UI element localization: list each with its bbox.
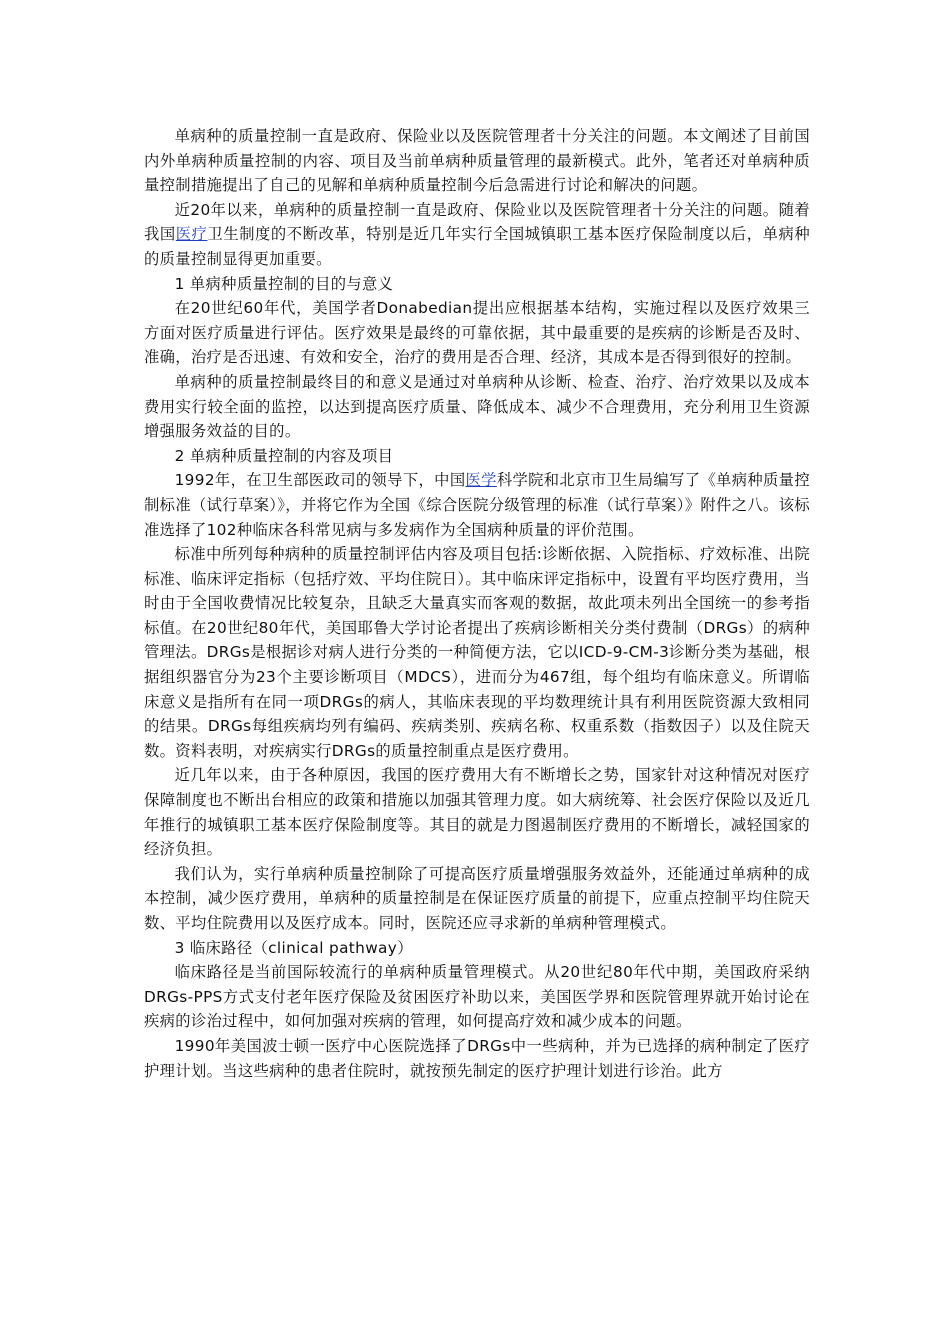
body-paragraph: 我们认为，实行单病种质量控制除了可提高医疗质量增强服务效益外，还能通过单病种的成本控制，减少医疗费用，单病种的质量控制是在保证医疗质量的前提下，应重点控制平均住院天数、平均住院费用以及医疗成本。同时，医院还应寻求新的单病种管理模式。 [144, 864, 810, 932]
document-body [144, 124, 810, 1083]
section-heading-3: 3 临床路径（clinical pathway） [174, 938, 413, 957]
text-fragment: 1992年，在卫生部医政司的领导下，中国 [174, 471, 466, 490]
body-paragraph [144, 468, 810, 542]
medicine-link[interactable]: 医学 [465, 471, 497, 490]
abstract-paragraph: 单病种的质量控制一直是政府、保险业以及医院管理者十分关注的问题。本文阐述了目前国内外单病种质量控制的内容、项目及当前单病种质量管理的最新模式。此外，笔者还对单病种质量控制措施提出了自己的见解和单病种质量控制今后急需进行讨论和解决的问题。 [144, 127, 810, 195]
body-paragraph: 临床路径是当前国际较流行的单病种质量管理模式。从20世纪80年代中期，美国政府采纳DRGs-PPS方式支付老年医疗保险及贫困医疗补助以来，美国医学界和医院管理界就开始讨论在疾病的诊治过程中，如何加强对疾病的管理，如何提高疗效和减少成本的问题。 [144, 963, 810, 1031]
body-paragraph: 标准中所列每种病种的质量控制评估内容及项目包括:诊断依据、入院指标、疗效标准、出院标准、临床评定指标（包括疗效、平均住院日）。其中临床评定指标中，设置有平均医疗费用，当时由于全国收费情况比较复杂，且缺乏大量真实而客观的数据，故此项未列出全国统一的参考指标值。在20世纪80年代，美国耶鲁大学讨论者提出了疾病诊断相关分类付费制（DRGs）的病种管理法。DRGs是根据诊对病人进行分类的一种简便方法，它以ICD-9-CM-3诊断分类为基础，根据组织器官分为23个主要诊断项目（MDCS），进而分为467组，每个组均有临床意义。所谓临床意义是指所有在同一项DRGs的病人，其临床表现的平均数理统计具有利用医院资源大致相同的结果。DRGs每组疾病均列有编码、疾病类别、疾病名称、权重系数（指数因子）以及住院天数。资料表明，对疾病实行DRGs的质量控制重点是医疗费用。 [144, 545, 811, 760]
text-fragment: 卫生制度的不断改革，特别是近几年实行全国城镇职工基本医疗保险制度以后，单病种的质量控制显得更加重要。 [144, 225, 811, 268]
medical-link[interactable]: 医疗 [175, 225, 208, 244]
body-paragraph: 近几年以来，由于各种原因，我国的医疗费用大有不断增长之势，国家针对这种情况对医疗保障制度也不断出台相应的政策和措施以加强其管理力度。如大病统筹、社会医疗保险以及近几年推行的城镇职工基本医疗保险制度等。其目的就是力图遏制医疗费用的不断增长，减轻国家的经济负担。 [144, 766, 810, 859]
text-fragment: 科学院和北京市卫生局编写了《单病种质量控制标准（试行草案）》，并将它作为全国《综合医院分级管理的标准（试行草案）》附件之八。该标准选择了102种临床各科常见病与多发病作为全国病种质量的评价范围。 [144, 471, 810, 539]
section-heading-2: 2 单病种质量控制的内容及项目 [174, 446, 394, 465]
section-heading-1: 1 单病种质量控制的目的与意义 [174, 274, 394, 293]
text-fragment: 近20年以来，单病种的质量控制一直是政府、保险业以及医院管理者十分关注的问题。随着我国 [144, 200, 810, 244]
body-paragraph: 1990年美国波士顿一医疗中心医院选择了DRGs中一些病种，并为已选择的病种制定了医疗护理计划。当这些病种的患者住院时，就按预先制定的医疗护理计划进行诊治。此方 [144, 1036, 810, 1080]
intro-paragraph [144, 198, 810, 272]
body-paragraph: 单病种的质量控制最终目的和意义是通过对单病种从诊断、检查、治疗、治疗效果以及成本费用实行较全面的监控，以达到提高医疗质量、降低成本、减少不合理费用，充分利用卫生资源增强服务效益的目的。 [144, 372, 810, 441]
body-paragraph: 在20世纪60年代，美国学者Donabedian提出应根据基本结构，实施过程以及医疗效果三方面对医疗质量进行评估。医疗效果是最终的可靠依据，其中最重要的是疾病的诊断是否及时、准确，治疗是否迅速、有效和安全，治疗的费用是否合理、经济，其成本是否得到很好的控制。 [144, 299, 810, 367]
